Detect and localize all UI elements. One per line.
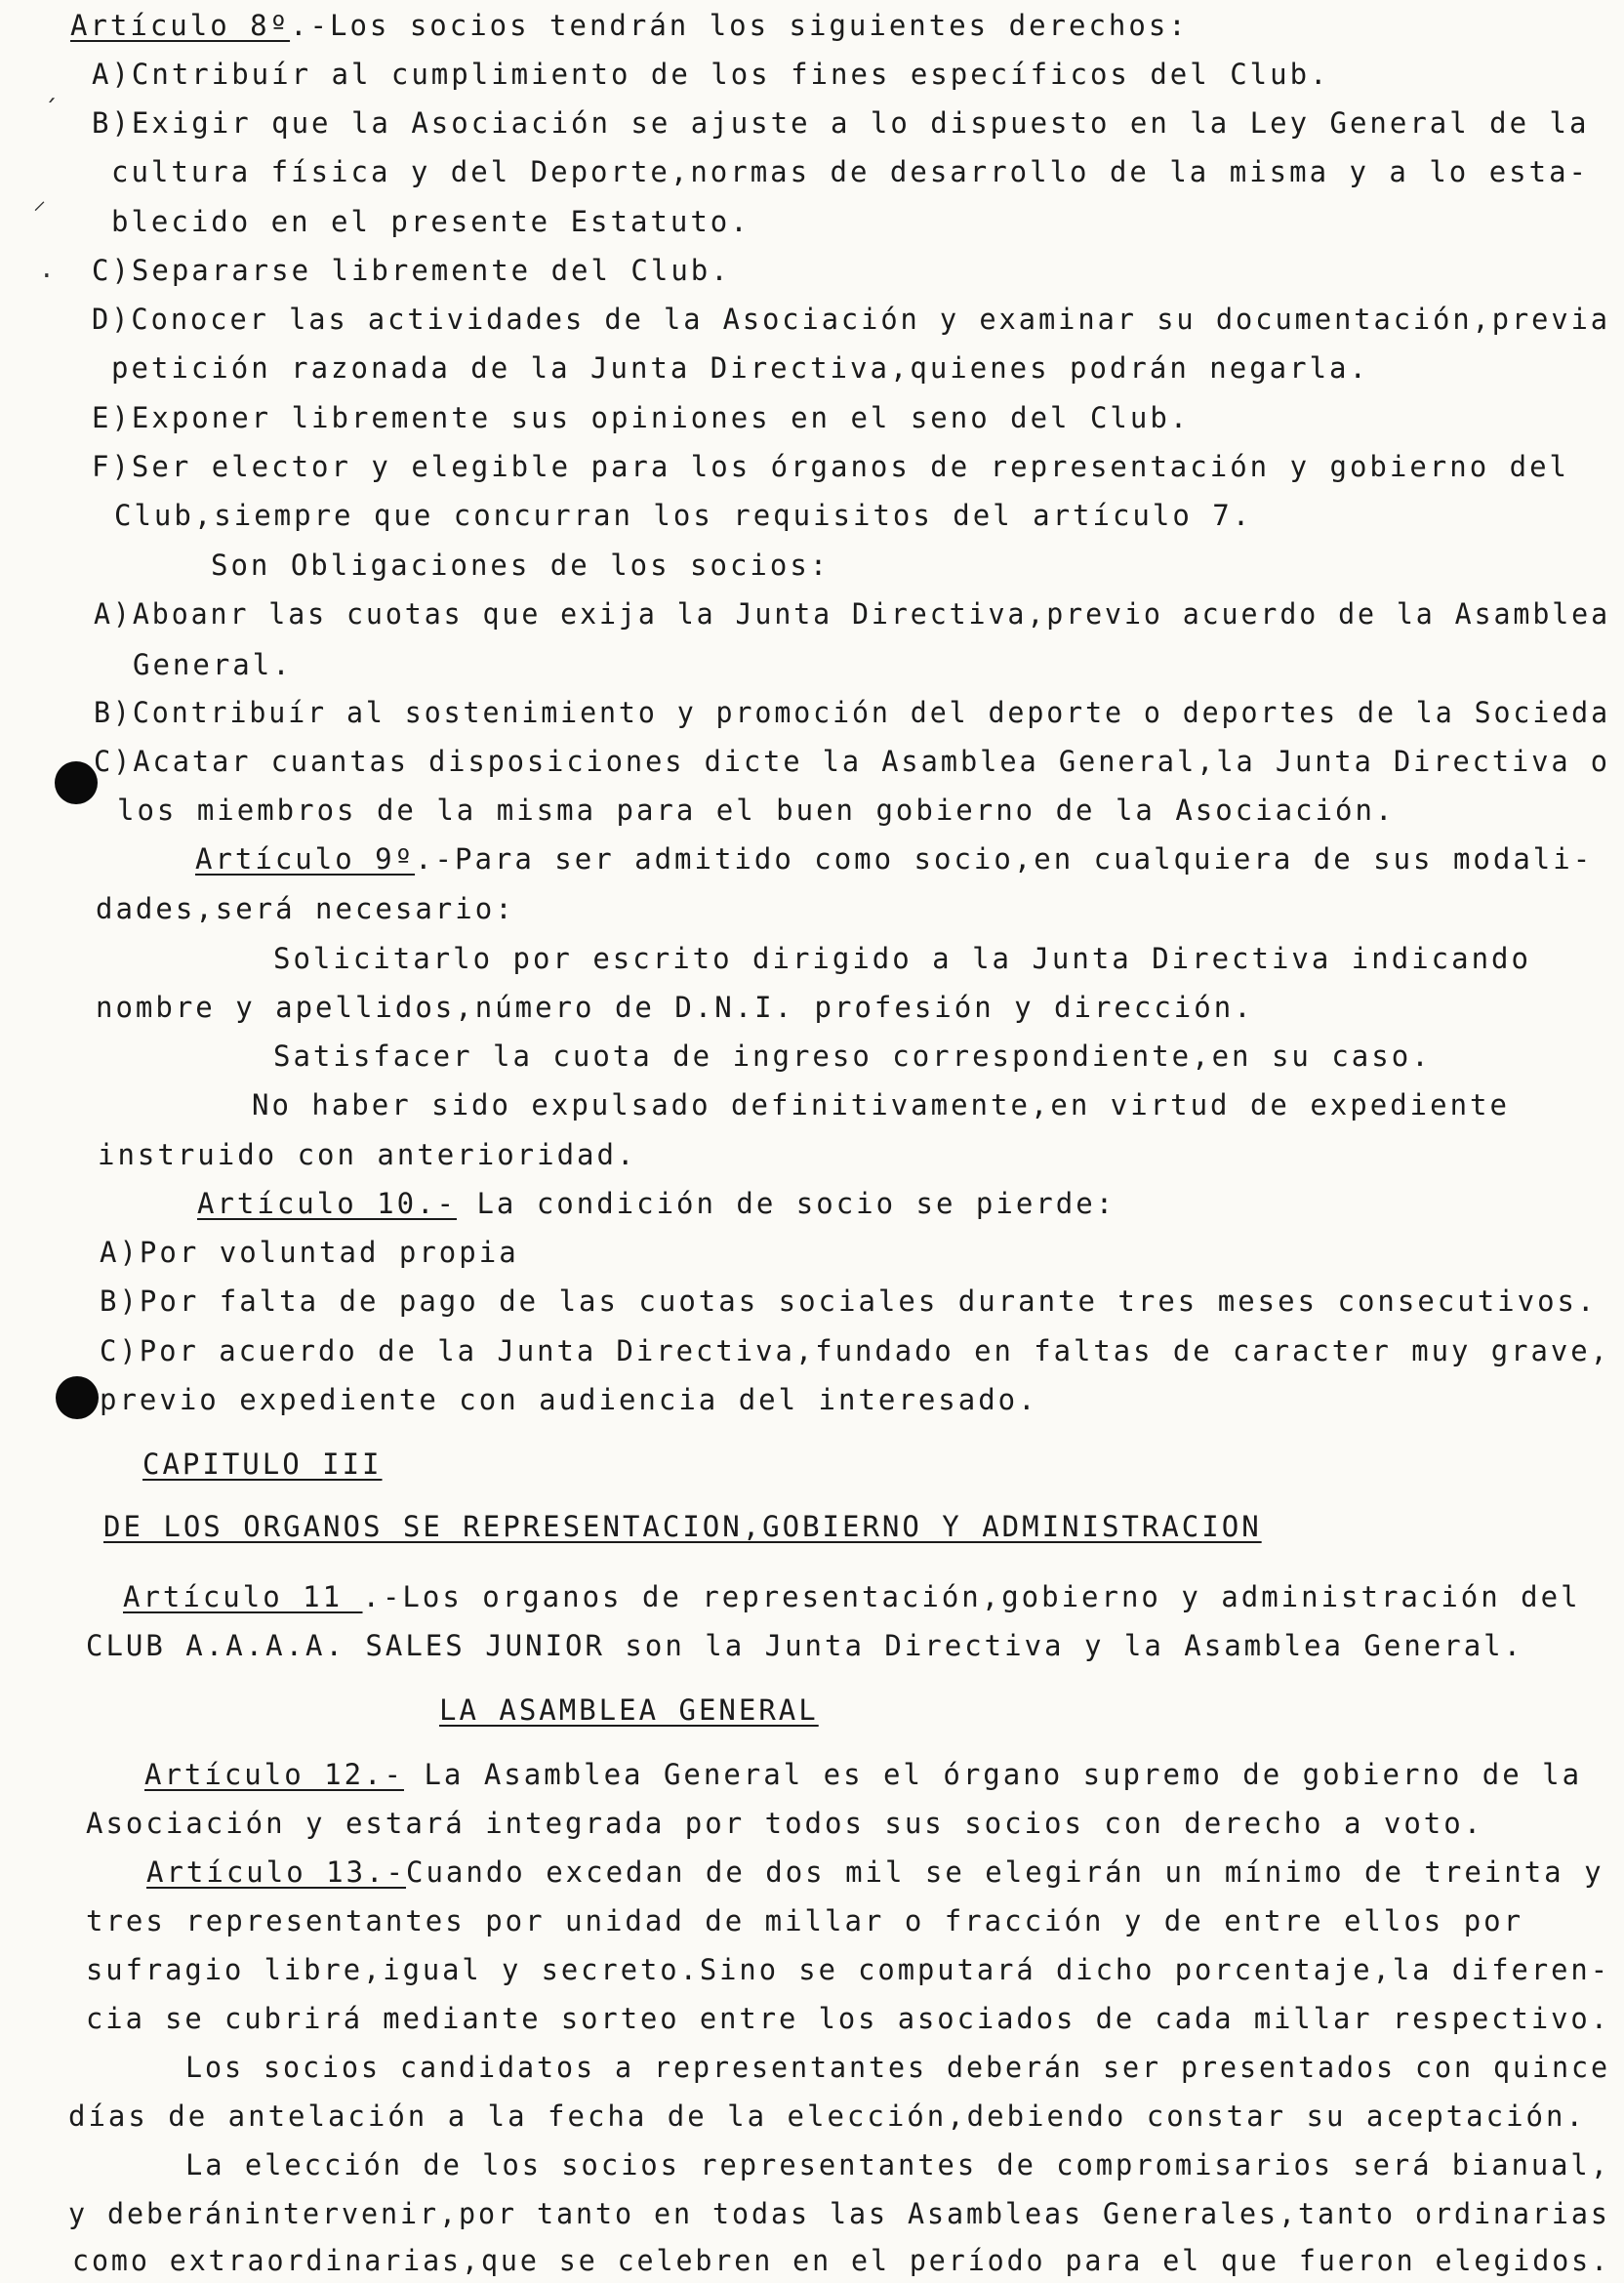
art13-line5: Los socios candidatos a representantes deberán ser presentados con quince [185,2051,1610,2084]
art12-heading [144,1757,1582,1792]
art10-heading [197,1186,1116,1221]
art13-line8: y deberánintervenir,por tanto en todas las Asambleas Generales,tanto ordinarias [68,2197,1610,2230]
art8-heading [70,8,1189,43]
art11-title: Artículo 11 [123,1580,363,1613]
art10-item-a: A)Por voluntad propia [100,1236,519,1269]
art13-heading [146,1855,1604,1890]
art13-line9: como extraordinarias,que se celebren en el período para el que fueron elegidos. [72,2244,1611,2277]
art9-heading [195,841,1593,877]
art13-title: Artículo 13.- [146,1855,406,1889]
art10-title: Artículo 10.- [197,1187,457,1220]
art11-line2: CLUB A.A.A.A. SALES JUNIOR son la Junta Directiva y la Asamblea General. [86,1629,1524,1662]
art10-line1: La condición de socio se pierde: [456,1187,1116,1220]
art8-right-b-line2: cultura física y del Deporte,normas de desarrollo de la misma y a lo esta- [111,155,1590,188]
art12-title: Artículo 12.- [144,1758,404,1791]
punch-hole-bottom [56,1376,99,1419]
art9-line1: .-Para ser admitido como socio,en cualquiera de sus modali- [415,842,1594,876]
chapter-title: CAPITULO III [142,1447,383,1481]
art8-right-d-line2: petición razonada de la Junta Directiva,quienes podrán negarla. [111,351,1369,385]
art8-obligation-c-line2: los miembros de la misma para el buen gobierno de la Asociación. [117,794,1396,827]
margin-mark: ´ [43,96,59,125]
art9-line7: instruido con anterioridad. [98,1138,637,1171]
art9-title: Artículo 9º [195,842,416,876]
art8-right-a: A)Cntribuír al cumplimiento de los fines específicos del Club. [92,58,1330,91]
art12-line2: Asociación y estará integrada por todos sus socios con derecho a voto. [86,1807,1484,1840]
art9-line4: nombre y apellidos,número de D.N.I. profesión y dirección. [96,991,1254,1024]
art9-line3: Solicitarlo por escrito dirigido a la Junta Directiva indicando [273,942,1531,975]
art8-obligation-a-line2: General. [133,648,293,681]
art8-right-b-line1: B)Exigir que la Asociación se ajuste a lo dispuesto en la Ley General de la [92,106,1590,140]
art11-line1: .-Los organos de representación,gobierno y administración del [362,1580,1581,1613]
art8-right-f-line1: F)Ser elector y elegible para los órganos de representación y gobierno del [92,450,1570,483]
art9-line5: Satisfacer la cuota de ingreso correspondiente,en su caso. [273,1040,1432,1073]
chapter-subtitle: DE LOS ORGANOS SE REPRESENTACION,GOBIERNO Y ADMINISTRACION [103,1510,1262,1543]
art8-title: Artículo 8º [70,9,291,42]
art10-item-c-line2: previo expediente con audiencia del interesado. [100,1383,1038,1416]
art13-line6: días de antelación a la fecha de la elección,debiendo constar su aceptación. [68,2100,1586,2133]
art9-line6: No haber sido expulsado definitivamente,en virtud de expediente [252,1088,1510,1121]
margin-mark: · [39,262,55,291]
art13-line1: Cuando excedan de dos mil se elegirán un mínimo de treinta y [405,1855,1604,1889]
art8-obligation-a-line1: A)Aboanr las cuotas que exija la Junta Directiva,previo acuerdo de la Asamblea [94,597,1611,631]
art8-right-f-line2: Club,siempre que concurran los requisitos del artículo 7. [114,499,1253,532]
section-title: LA ASAMBLEA GENERAL [439,1693,819,1727]
art10-item-c-line1: C)Por acuerdo de la Junta Directiva,fundado en faltas de caracter muy grave, [100,1334,1610,1367]
art10-item-b: B)Por falta de pago de las cuotas sociales durante tres meses consecutivos. [100,1284,1598,1318]
art13-line3: sufragio libre,igual y secreto.Sino se computará dicho porcentaje,la diferen- [86,1953,1610,1986]
art8-right-e: E)Exponer libremente sus opiniones en el seno del Club. [92,401,1191,434]
art8-right-b-line3: blecido en el presente Estatuto. [111,205,751,238]
art8-obligations-heading: Son Obligaciones de los socios: [211,549,831,582]
art13-line7: La elección de los socios representantes de compromisarios será bianual, [185,2148,1610,2181]
art12-line1: La Asamblea General es el órgano supremo de gobierno de la [403,1758,1583,1791]
art13-line2: tres representantes por unidad de millar o fracción y de entre ellos por [86,1904,1524,1937]
art9-line2: dades,será necesario: [96,892,515,925]
art13-line4: cia se cubrirá mediante sorteo entre los asociados de cada millar respectivo. [86,2002,1610,2035]
art8-obligation-c-line1: C)Acatar cuantas disposiciones dicte la Asamblea General,la Junta Directiva o [94,745,1610,778]
art8-right-c: C)Separarse libremente del Club. [92,254,731,287]
art8-obligation-b: B)Contribuír al sostenimiento y promoción del deporte o deportes de la Socieda [94,696,1611,729]
margin-mark: ⸝ [33,186,47,216]
art8-intro: .-Los socios tendrán los siguientes derechos: [290,9,1189,42]
punch-hole-top [55,761,98,804]
art11-heading [123,1579,1581,1614]
art8-right-d-line1: D)Conocer las actividades de la Asociación y examinar su documentación,previa [92,303,1611,336]
